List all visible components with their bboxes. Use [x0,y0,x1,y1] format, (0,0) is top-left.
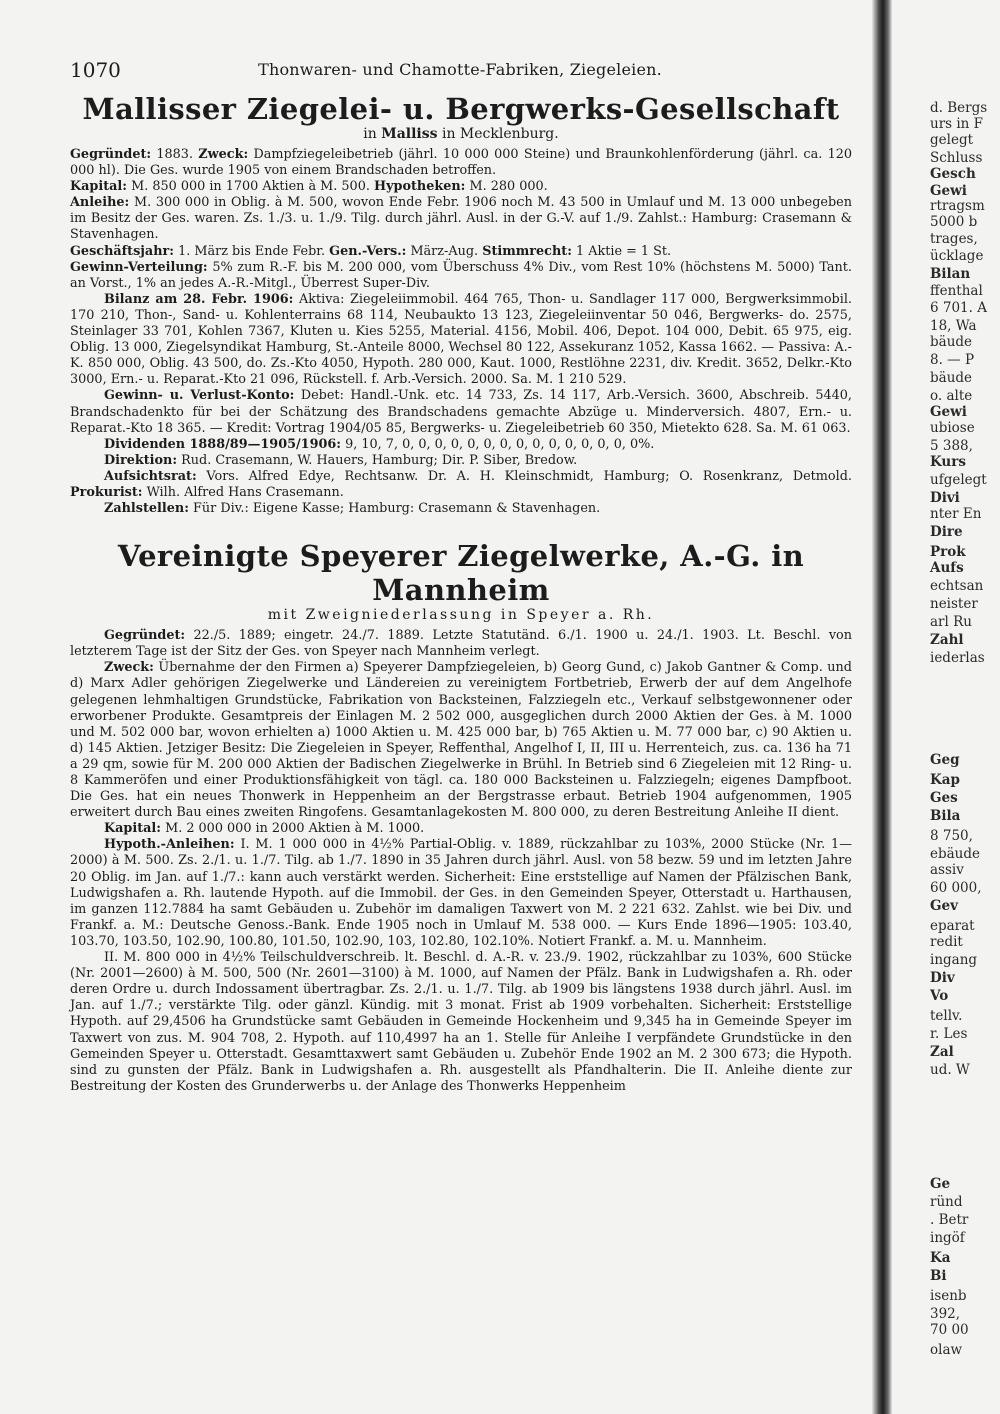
fragment-line: Kurs [930,454,966,470]
fragment-line: d. Bergs [930,100,988,116]
entry-paragraph [70,147,852,179]
fragment-line: bäude [930,334,973,350]
fragment-line: 392, [930,1306,961,1322]
fragment-line: Gev [930,898,958,914]
entry-label: Prokurist: [70,484,143,500]
fragment-line: Vo [930,988,949,1004]
entry-text: M. 850 000 in 1700 Aktien à M. 500. [131,179,370,195]
fragment-line: Schluss [930,150,983,166]
fragment-line: olaw [930,1342,963,1358]
fragment-line: . Betr [930,1212,969,1228]
fragment-line: 5 388, [930,438,973,454]
fragment-line: 8 750, [930,828,973,844]
fragment-line: ingöf [930,1230,965,1246]
company-subtitle [70,126,852,143]
entry-paragraph [70,244,852,260]
fragment-line: Kap [930,772,960,788]
entry-paragraph [70,453,852,469]
entry-label: Bilanz am 28. Febr. 1906: [104,291,294,307]
entry-text: Vors. Alfred Edye, Rechtsanw. Dr. A. H. Kleinschmidt, Hamburg; O. Rosenkranz, Detmold. [206,468,852,484]
entry-text: 22./5. 1889; eingetr. 24./7. 1889. Letzte Statutänd. 6./1. 1900 u. 24./1. 1903. Lt. Beschl. von letzterem Tage ist der Sitz der Ges. von Speyer nach Mannheim verlegt. [70,628,852,660]
fragment-line: arl Ru [930,614,972,630]
fragment-line: Gewi [930,404,967,420]
fragment-line: Aufs [930,560,964,576]
entry-paragraph [70,501,852,517]
entry-paragraph [70,179,852,195]
entry-text: M. 280 000. [469,179,548,195]
company-section-mallisser [70,92,852,517]
entry-text: März-Aug. [410,243,479,259]
fragment-line: ebäude [930,846,981,862]
entry-paragraph [70,260,852,292]
entry-text: 5% zum R.-F. bis M. 200 000, vom Überschuss 4% Div., vom Rest 10% (höchstens M. 5000) Tant. an Vorst., 1% an jedes A.-R.-Mitgl., Überrest Super-Div. [70,259,852,291]
entry-label: Gewinn-Verteilung: [70,259,208,275]
fragment-line: redit [930,934,963,950]
fragment-line: Zal [930,1044,954,1060]
entry-text: II. M. 800 000 in 4½% Teilschuldverschreib. lt. Beschl. d. A.-R. v. 23./9. 1902, rückzahlbar zu 103%, 600 Stücke (Nr. 2001—2600) à M. 500, 500 (Nr. 2601—3100) à M. 1000, auf Namen der Pfälz. Bank in Ludwigshafen a. Rh. oder deren Ordre u. durch Indossament übertragbar. Zs. 2./1. u. 1./7. Tilg. ab 1909 bis längstens 1938 durch jährl. Ausl. im Jan. auf 1./7.; verstärkte Tilg. oder gänzl. Kündig. mit 3 monat. Frist ab 1909 vorbehalten. Sicherheit: Erststellige Hypoth. auf 29,4506 ha Grundstücke samt Gebäuden in Gemeinde Hockenheim und 9,345 ha in Gemeinde Speyer im Taxwert von zus. M. 904 708, 2. Hypoth. auf 110,4997 ha an 1. Stelle für Anleihe I verpfändete Grundstücke in den Gemeinden Speyer u. Otterstadt. Gesamttaxwert samt Gebäuden u. Zubehör Ende 1902 an M. 2 300 673; die Hypoth. sind zu gunsten der Pfälz. Bank in Ludwigshafen a. Rh. ausgestellt als Pfandhalterin. Die II. Anleihe diente zur Bestreitung der Kosten des Grunderwerbs u. der Anlage des Thonwerks Heppenheim [70,950,852,1094]
entry-label: Zweck: [104,660,154,676]
entry-list [70,628,852,1095]
company-title: Mallisser Ziegelei- u. Bergwerks-Gesellschaft [82,92,840,126]
fragment-line: Bila [930,808,961,824]
entry-label: Zweck: [198,147,249,162]
fragment-line: 8. — P [930,352,975,368]
entry-label: Gegründet: [104,628,186,644]
fragment-line: r. Les [930,1026,968,1042]
section-gap [70,517,852,539]
fragment-line: neister [930,596,978,612]
entry-paragraph [70,821,852,837]
entry-text: Dampfziegeleibetrieb (jährl. 10 000 000 Steine) und Braunkohlenförderung (jährl. ca. 120 000 hl). Die Ges. wurde 1905 von einem Brandschaden betroffen. [70,147,852,179]
fragment-line: Ge [930,1176,951,1192]
entry-label: Gegründet: [70,147,152,162]
fragment-line: 5000 b [930,214,978,230]
fragment-line: o. alte [930,388,973,404]
entry-label: Hypoth.-Anleihen: [104,837,235,853]
fragment-line: Ges [930,790,958,806]
entry-text: Rud. Crasemann, W. Hauers, Hamburg; Dir. P. Siber, Bredow. [181,452,578,468]
entry-paragraph [70,388,852,436]
fragment-line: Geg [930,752,960,768]
book-gutter [872,0,892,1414]
fragment-line: Prok [930,544,966,560]
entry-label: Anleihe: [70,195,130,211]
entry-text: 1. März bis Ende Febr. [178,243,326,259]
fragment-line: isenb [930,1288,967,1304]
subtitle-pre: in [363,126,377,142]
fragment-line: Bi [930,1268,947,1284]
entry-paragraph [70,437,852,453]
fragment-line: bäude [930,370,973,386]
fragment-line: ufgelegt [930,472,987,488]
entry-paragraph [70,195,852,243]
fragment-line: 18, Wa [930,318,977,334]
entry-label: Aufsichtsrat: [104,468,197,484]
entry-label: Kapital: [104,821,162,837]
fragment-line: ücklage [930,248,984,264]
entry-label: Kapital: [70,179,128,195]
company-title: Vereinigte Speyerer Ziegelwerke, A.-G. in Mannheim [117,539,805,608]
entry-text: 1 Aktie = 1 St. [576,243,672,259]
page-header [70,58,850,86]
entry-text: M. 2 000 000 in 2000 Aktien à M. 1000. [165,821,425,837]
entry-text: Für Div.: Eigene Kasse; Hamburg: Crasemann & Stavenhagen. [193,501,601,517]
fragment-line: gelegt [930,132,974,148]
entry-text: 9, 10, 7, 0, 0, 0, 0, 0, 0, 0, 0, 0, 0, 0, 0, 0, 0, 0%. [345,436,655,452]
fragment-line: Gewi [930,183,967,199]
subtitle-place: Malliss [381,126,438,142]
entry-text: Übernahme der den Firmen a) Speyerer Dampfziegeleien, b) Georg Gund, c) Jakob Gantner & Comp. und d) Marx Adler gehörigen Ziegelwerke und Ländereien zu vereinigtem Fortbetrieb, Erwerb der auf dem Angelhofe gelegenen lehmhaltigen Grundstücke, Fabrikation von Backsteinen, Falzziegeln etc., Verkauf selbstgewonnener oder erworbener Produkte. Gesamtpreis der Einlagen M. 2 502 000, ausgeglichen durch 2000 Aktien der Ges. à M. 1000 und M. 502 000 bar, wovon erhielten a) 1000 Aktien u. M. 425 000 bar, b) 765 Aktien u. M. 77 000 bar, c) 90 Aktien u. d) 145 Aktien. Jetziger Besitz: Die Ziegeleien in Speyer, Reffenthal, Angelhof I, II, III u. Herrenteich, zus. ca. 136 ha 71 a 29 qm, sowie für M. 200 000 Aktien der Badischen Ziegelwerke in Brühl. In Betrieb sind 6 Ziegeleien mit 12 Ring- u. 8 Kammeröfen und einer Produktionsfähigkeit von tägl. ca. 180 000 Backsteinen u. Falzziegeln; eigenes Dampfboot. Die Ges. hat ein neues Thonwerk in Heppenheim an der Bergstrasse erbaut. Betrieb 1904 aufgenommen, 1905 erweitert durch Bau eines zweiten Ringofens. Gesamtanlagekosten M. 800 000, zu deren Bestreitung Anleihe II dient. [70,660,852,821]
fragment-line: ffenthal [930,283,983,299]
fragment-line: Gesch [930,166,976,182]
entry-text: M. 300 000 in Oblig. à M. 500, wovon Ende Febr. 1906 noch M. 43 500 in Umlauf und M. 13 000 unbegeben im Besitz der Ges. waren. Zs. 1./3. u. 1./9. Tilg. durch jährl. Ausl. in der G.-V. auf 1./9. Zahlst.: Hamburg: Crasemann & Stavenhagen. [70,195,852,243]
fragment-line: iederlas [930,650,985,666]
company-section-speyerer [70,539,852,1095]
entry-label: Geschäftsjahr: [70,243,174,259]
entry-text: Wilh. Alfred Hans Crasemann. [146,484,344,500]
fragment-line: Dire [930,524,963,540]
fragment-line: echtsan [930,578,984,594]
fragment-line: 60 000, [930,880,982,896]
fragment-line: trages, [930,231,978,247]
entry-label: Stimmrecht: [482,243,572,259]
entry-paragraph [70,628,852,660]
entry-paragraph [70,469,852,501]
fragment-line: 6 701. A [930,300,987,316]
entry-label: Gen.-Vers.: [329,243,407,259]
fragment-line: assiv [930,862,964,878]
entry-paragraph [70,660,852,821]
fragment-line: ründ [930,1194,963,1210]
entry-text: 1883. [156,147,194,162]
entry-text: I. M. 1 000 000 in 4½% Partial-Oblig. v. 1889, rückzahlbar zu 103%, 2000 Stücke (Nr. 1—2000) à M. 500. Zs. 2./1. u. 1./7. Tilg. ab 1./7. 1890 in 35 Jahren durch jährl. Ausl. von 58 bezw. 59 und im letzten Jahre 20 Oblig. im Jan. auf 1./7.: kann auch verstärkt werden. Sicherheit: Eine erststellige auf Namen der Pfälzischen Bank, Ludwigshafen a. Rh. lautende Hypoth. auf die Immobil. der Ges. in den Gemeinden Speyer, Otterstadt u. Harthausen, im ganzen 112.7884 ha samt Gebäuden u. Zubehör im damaligen Taxwert von M. 2 221 632. Zahlst. wie bei Div. und Frankf. a. M.: Deutsche Genoss.-Bank. Ende 1905 noch in Umlauf M. 538 000. — Kurs Ende 1896—1905: 103.40, 103.70, 103.50, 102.90, 100.80, 101.50, 102.90, 103, 102.80, 102.10%. Notiert Frankf. a. M. u. Mannheim. [70,837,852,949]
entry-paragraph [70,950,852,1095]
fragment-line: Ka [930,1250,951,1266]
entry-label: Dividenden 1888/89—1905/1906: [104,436,342,452]
entry-label: Zahlstellen: [104,501,189,517]
subtitle-post: in Mecklenburg. [441,126,559,142]
entry-label: Gewinn- u. Verlust-Konto: [104,388,295,404]
fragment-line: Zahl [930,632,964,648]
company-subtitle: mit Zweigniederlassung in Speyer a. Rh. [267,607,655,624]
fragment-line: tellv. [930,1008,963,1024]
entry-text: Aktiva: Ziegeleiimmobil. 464 765, Thon- u. Sandlager 117 000, Bergwerksimmobil. 170 210, Thon-, Sand- u. Kohlenterrains 68 114, Neubaukto 13 123, Ziegeleiinventar 50 046, Bergwerks- do. 2575, Steinlager 33 701, Kohlen 7367, Kluten u. Kies 5255, Material. 4156, Mobil. 406, Depot. 104 000, Debit. 65 975, eig. Oblig. 13 000, Ziegelsyndikat Hamburg, St.-Anteile 8000, Wechsel 80 122, Assekuranz 1052, Kassa 1662. — Passiva: A.-K. 850 000, Oblig. 43 500, do. Zs.-Kto 4050, Hypoth. 280 000, Kaut. 1000, Restlöhne 2231, div. Kredit. 3652, Delkr.-Kto 3000, Ern.- u. Reparat.-Kto 21 096, Rückstell. f. Arb.-Versich. 2000. Sa. M. 1 210 529. [70,291,852,388]
entry-text: Debet: Handl.-Unk. etc. 14 733, Zs. 14 117, Arb.-Versich. 3600, Abschreib. 5440, Brandschadenkto für bei der Schätzung des Brandschadens gemachte Abzüge u. Minderversich. 4807, Ern.- u. Reparat.-Kto 18 365. — Kredit: Vortrag 1904/05 85, Bergwerks- u. Ziegeleibetrieb 60 350, Mietekto 628. Sa. M. 61 063. [70,388,852,436]
fragment-line: Divi [930,490,960,506]
fragment-line: eparat [930,918,975,934]
running-title: Thonwaren- und Chamotte-Fabriken, Ziegeleien. [258,60,662,79]
entry-list [70,147,852,517]
fragment-line: ubiose [930,420,975,436]
main-column [70,92,852,1095]
fragment-line: ingang [930,952,978,968]
fragment-line: urs in F [930,116,984,132]
adjacent-page-fragment [894,0,1000,1414]
fragment-line: Div [930,970,955,986]
fragment-line: 70 00 [930,1322,969,1338]
entry-paragraph [70,292,852,389]
page-number: 1070 [70,58,121,82]
fragment-line: nter En [930,506,982,522]
entry-label: Direktion: [104,452,178,468]
entry-label: Hypotheken: [373,179,466,195]
fragment-line: Bilan [930,266,971,282]
fragment-line: ud. W [930,1062,970,1078]
fragment-line: rtragsm [930,198,985,214]
entry-paragraph [70,837,852,950]
